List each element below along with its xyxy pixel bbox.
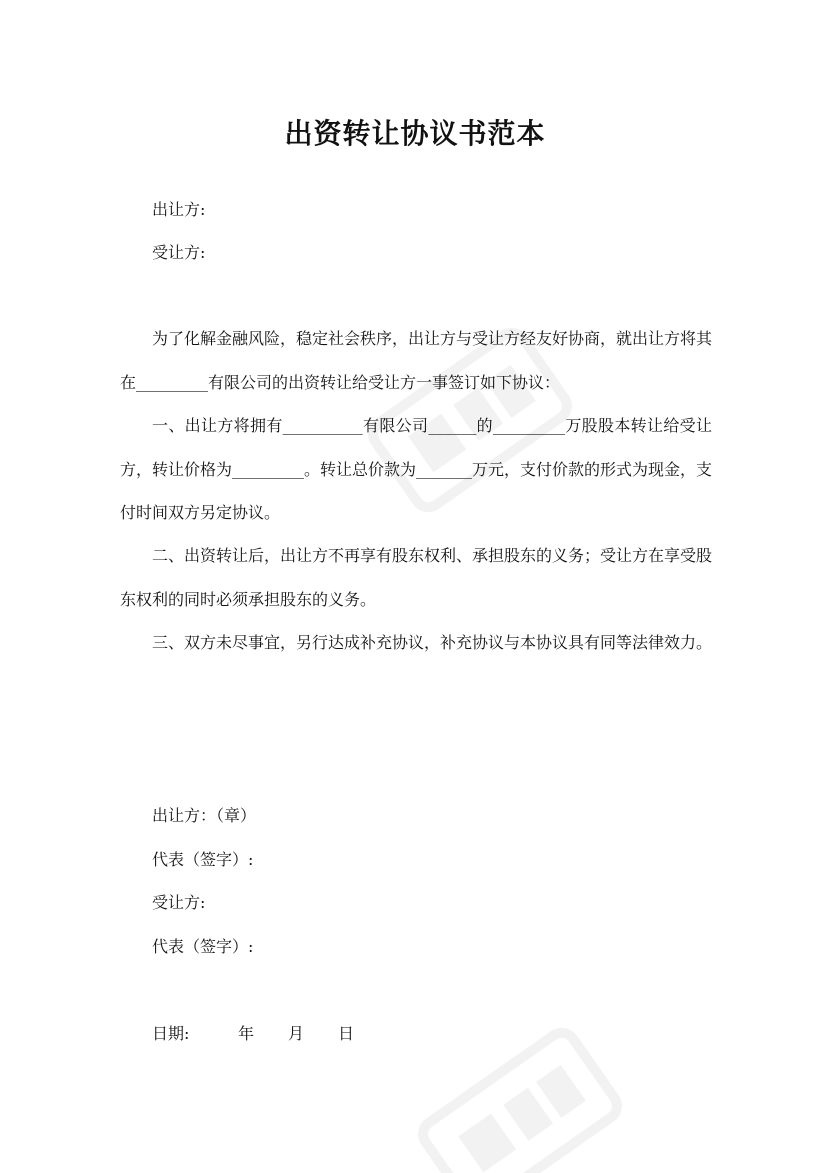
transferor-rep-line: 代表（签字）: <box>152 850 254 869</box>
clause-three: 三、双方未尽事宜，另行达成补充协议，补充协议与本协议具有同等法律效力。 <box>152 633 713 652</box>
date-row <box>152 1022 354 1046</box>
page-title: 出资转让协议书范本 <box>284 117 546 150</box>
date-day: 日 <box>338 1024 355 1043</box>
date-label: 日期: <box>152 1024 190 1043</box>
transferee-label: 受让方: <box>152 243 206 262</box>
date-year: 年 <box>238 1024 255 1043</box>
date-month: 月 <box>288 1024 305 1043</box>
transferee-rep-line: 代表（签字）: <box>152 937 254 956</box>
transferor-seal-line: 出让方：（章） <box>152 806 257 825</box>
clause-one: 一、出让方将拥有__________有限公司______的_________万股股本转让给受让方，转让价格为_________。转让总价款为_______万元，支付价款的形式为现金，支付时间双方另定协议。 <box>120 416 713 522</box>
transferor-label: 出让方: <box>152 200 206 219</box>
clause-two: 二、出资转让后，出让方不再享有股东权利、承担股东的义务；受让方在享受股东权利的同时必须承担股东的义务。 <box>120 546 713 609</box>
transferee-line: 受让方: <box>152 893 206 912</box>
intro-paragraph: 为了化解金融风险，稳定社会秩序，出让方与受让方经友好协商，就出让方将其在_________有限公司的出资转让给受让方一事签订如下协议： <box>120 329 713 392</box>
